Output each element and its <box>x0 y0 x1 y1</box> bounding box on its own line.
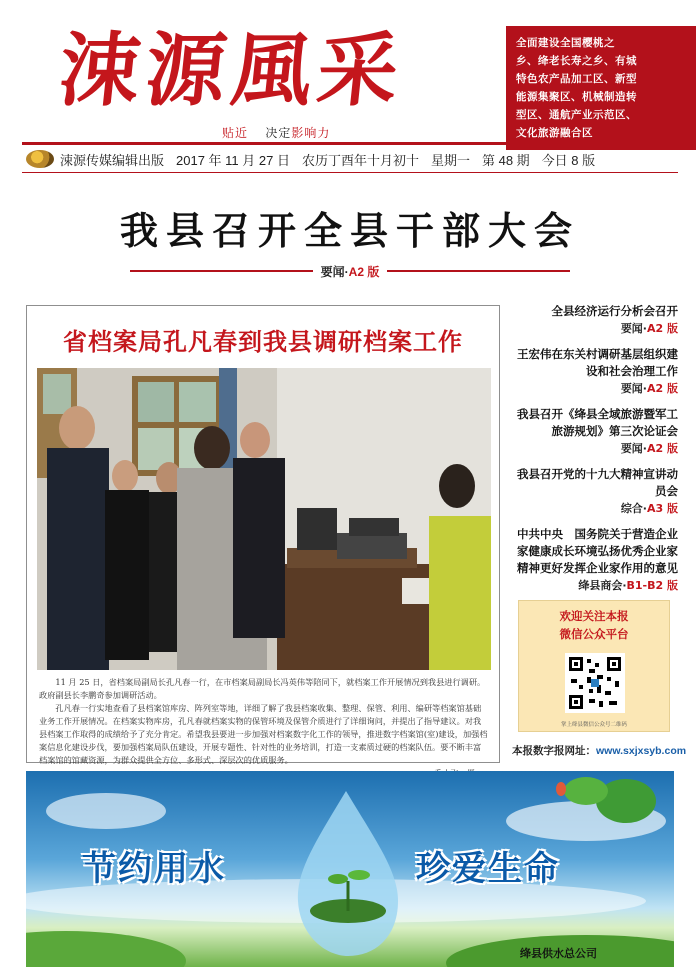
wechat-title-1: 欢迎关注本报 <box>559 609 629 623</box>
slogan-part-3: 影响力 <box>291 126 331 140</box>
index-title[interactable]: 中共中央 国务院关于营造企业家健康成长环境弘扬优秀企业家精神更好发挥企业家作用的意见 <box>517 527 678 575</box>
wechat-title-2: 微信公众平台 <box>559 627 629 641</box>
story-paragraph: 11 月 25 日，省档案局副局长孔凡春一行，在市档案局副局长冯英伟等陪同下，就档案工作开展情况到我县进行调研。政府副县长李鹏奇参加调研活动。 <box>39 677 486 700</box>
ad-sponsor: 绛县供水总公司 <box>520 948 597 960</box>
index-item[interactable] <box>510 346 678 396</box>
wechat-promo <box>518 600 670 732</box>
issue-info-bar <box>22 146 678 172</box>
lunar-date: 农历丁酉年十月初十 <box>301 152 419 168</box>
inspection-photo <box>37 368 491 670</box>
weekday: 星期一 <box>430 152 470 168</box>
newspaper-title: 涑源風采 <box>55 23 409 117</box>
top-rule <box>22 142 678 145</box>
digital-label: 本报数字报网址： <box>512 745 596 757</box>
index-item[interactable] <box>510 406 678 456</box>
main-headline[interactable]: 我县召开全县干部大会 <box>119 209 580 253</box>
slogan-part-2: 决定 <box>265 126 292 140</box>
motto-box <box>506 26 696 150</box>
masthead <box>22 14 678 142</box>
divider <box>130 270 313 272</box>
headline-section-tag <box>130 262 570 280</box>
story-paragraph: 孔凡春一行实地查看了县档案馆库房、阵列室等地，详细了解了我县档案收集、整理、保管、利用、编研等档案馆基础业务工作开展情况。在档案实物库房，孔凡春就档案实物的保管环境及保管介质进行了详细询问，并提出了指导建议。对我县档案工作取得的成绩给予了充分肯定。希望我县要进一步加强对档案数字化工作的领导，推进数字档案馆(室)建设，加强档案信息化建设步伐，要加强档案局队伍建设，开展专题性、针对性的业务培训，打造一支素质过硬的档案队伍。要不断丰富档案馆的馆藏资源，为群众提供全方位、多形式、深层次的优质服务。 <box>39 703 488 765</box>
masthead-slogan <box>222 124 330 141</box>
digital-edition <box>512 743 687 758</box>
page-count: 今日 8 版 <box>541 152 596 168</box>
index-page-ref: 综合·A3 版 <box>620 502 678 515</box>
bottom-rule <box>22 172 678 173</box>
slogan-part-1: 贴近 <box>222 126 249 140</box>
lead-story <box>26 305 500 763</box>
motto-line: 型区、通航产业示范区、 <box>516 109 637 121</box>
motto-line: 全面建设全国樱桃之 <box>516 37 615 49</box>
news-index <box>510 303 678 603</box>
water-saving-ad <box>26 771 674 967</box>
index-item[interactable] <box>510 303 678 336</box>
index-title[interactable]: 我县召开党的十九大精神宣讲动员会 <box>517 467 678 498</box>
index-title[interactable]: 全县经济运行分析会召开 <box>551 304 678 318</box>
index-page-ref: 要闻·A2 版 <box>620 382 678 395</box>
issue-date: 2017 年 11 月 27 日 <box>176 152 290 168</box>
motto-line: 能源集聚区、机械制造转 <box>516 91 637 103</box>
digital-url-link[interactable]: www.sxjxsyb.com <box>596 745 687 757</box>
issue-number: 第 48 期 <box>481 152 530 168</box>
motto-line: 特色农产品加工区、新型 <box>516 73 637 85</box>
story-body <box>39 676 489 780</box>
index-page-ref: 要闻·A2 版 <box>620 322 678 335</box>
story-photo <box>37 368 491 670</box>
publisher-logo-icon <box>26 150 54 168</box>
story-title[interactable]: 省档案局孔凡春到我县调研档案工作 <box>63 328 463 356</box>
index-page-ref: 绛县商会·B1-B2 版 <box>578 579 678 592</box>
divider <box>387 270 570 272</box>
index-item[interactable] <box>510 526 678 593</box>
ad-slogan-right: 珍爱生命 <box>416 849 560 889</box>
qr-code-icon[interactable] <box>565 653 625 713</box>
motto-line: 乡、绛老长寿之乡、有城 <box>516 55 637 67</box>
index-title[interactable]: 我县召开《绛县全域旅游暨军工旅游规划》第三次论证会 <box>517 407 678 438</box>
ad-slogan-left: 节约用水 <box>82 849 226 889</box>
index-page-ref: 要闻·A2 版 <box>620 442 678 455</box>
index-title[interactable]: 王宏伟在东关村调研基层组织建设和社会治理工作 <box>517 347 678 378</box>
qr-caption: 掌上绛县微信公众号二维码 <box>560 722 627 728</box>
motto-line: 文化旅游融合区 <box>516 127 593 139</box>
index-item[interactable] <box>510 466 678 516</box>
section-label[interactable]: 要闻·A2 版 <box>320 264 380 279</box>
publisher-name: 涑源传媒编辑出版 <box>60 152 165 168</box>
